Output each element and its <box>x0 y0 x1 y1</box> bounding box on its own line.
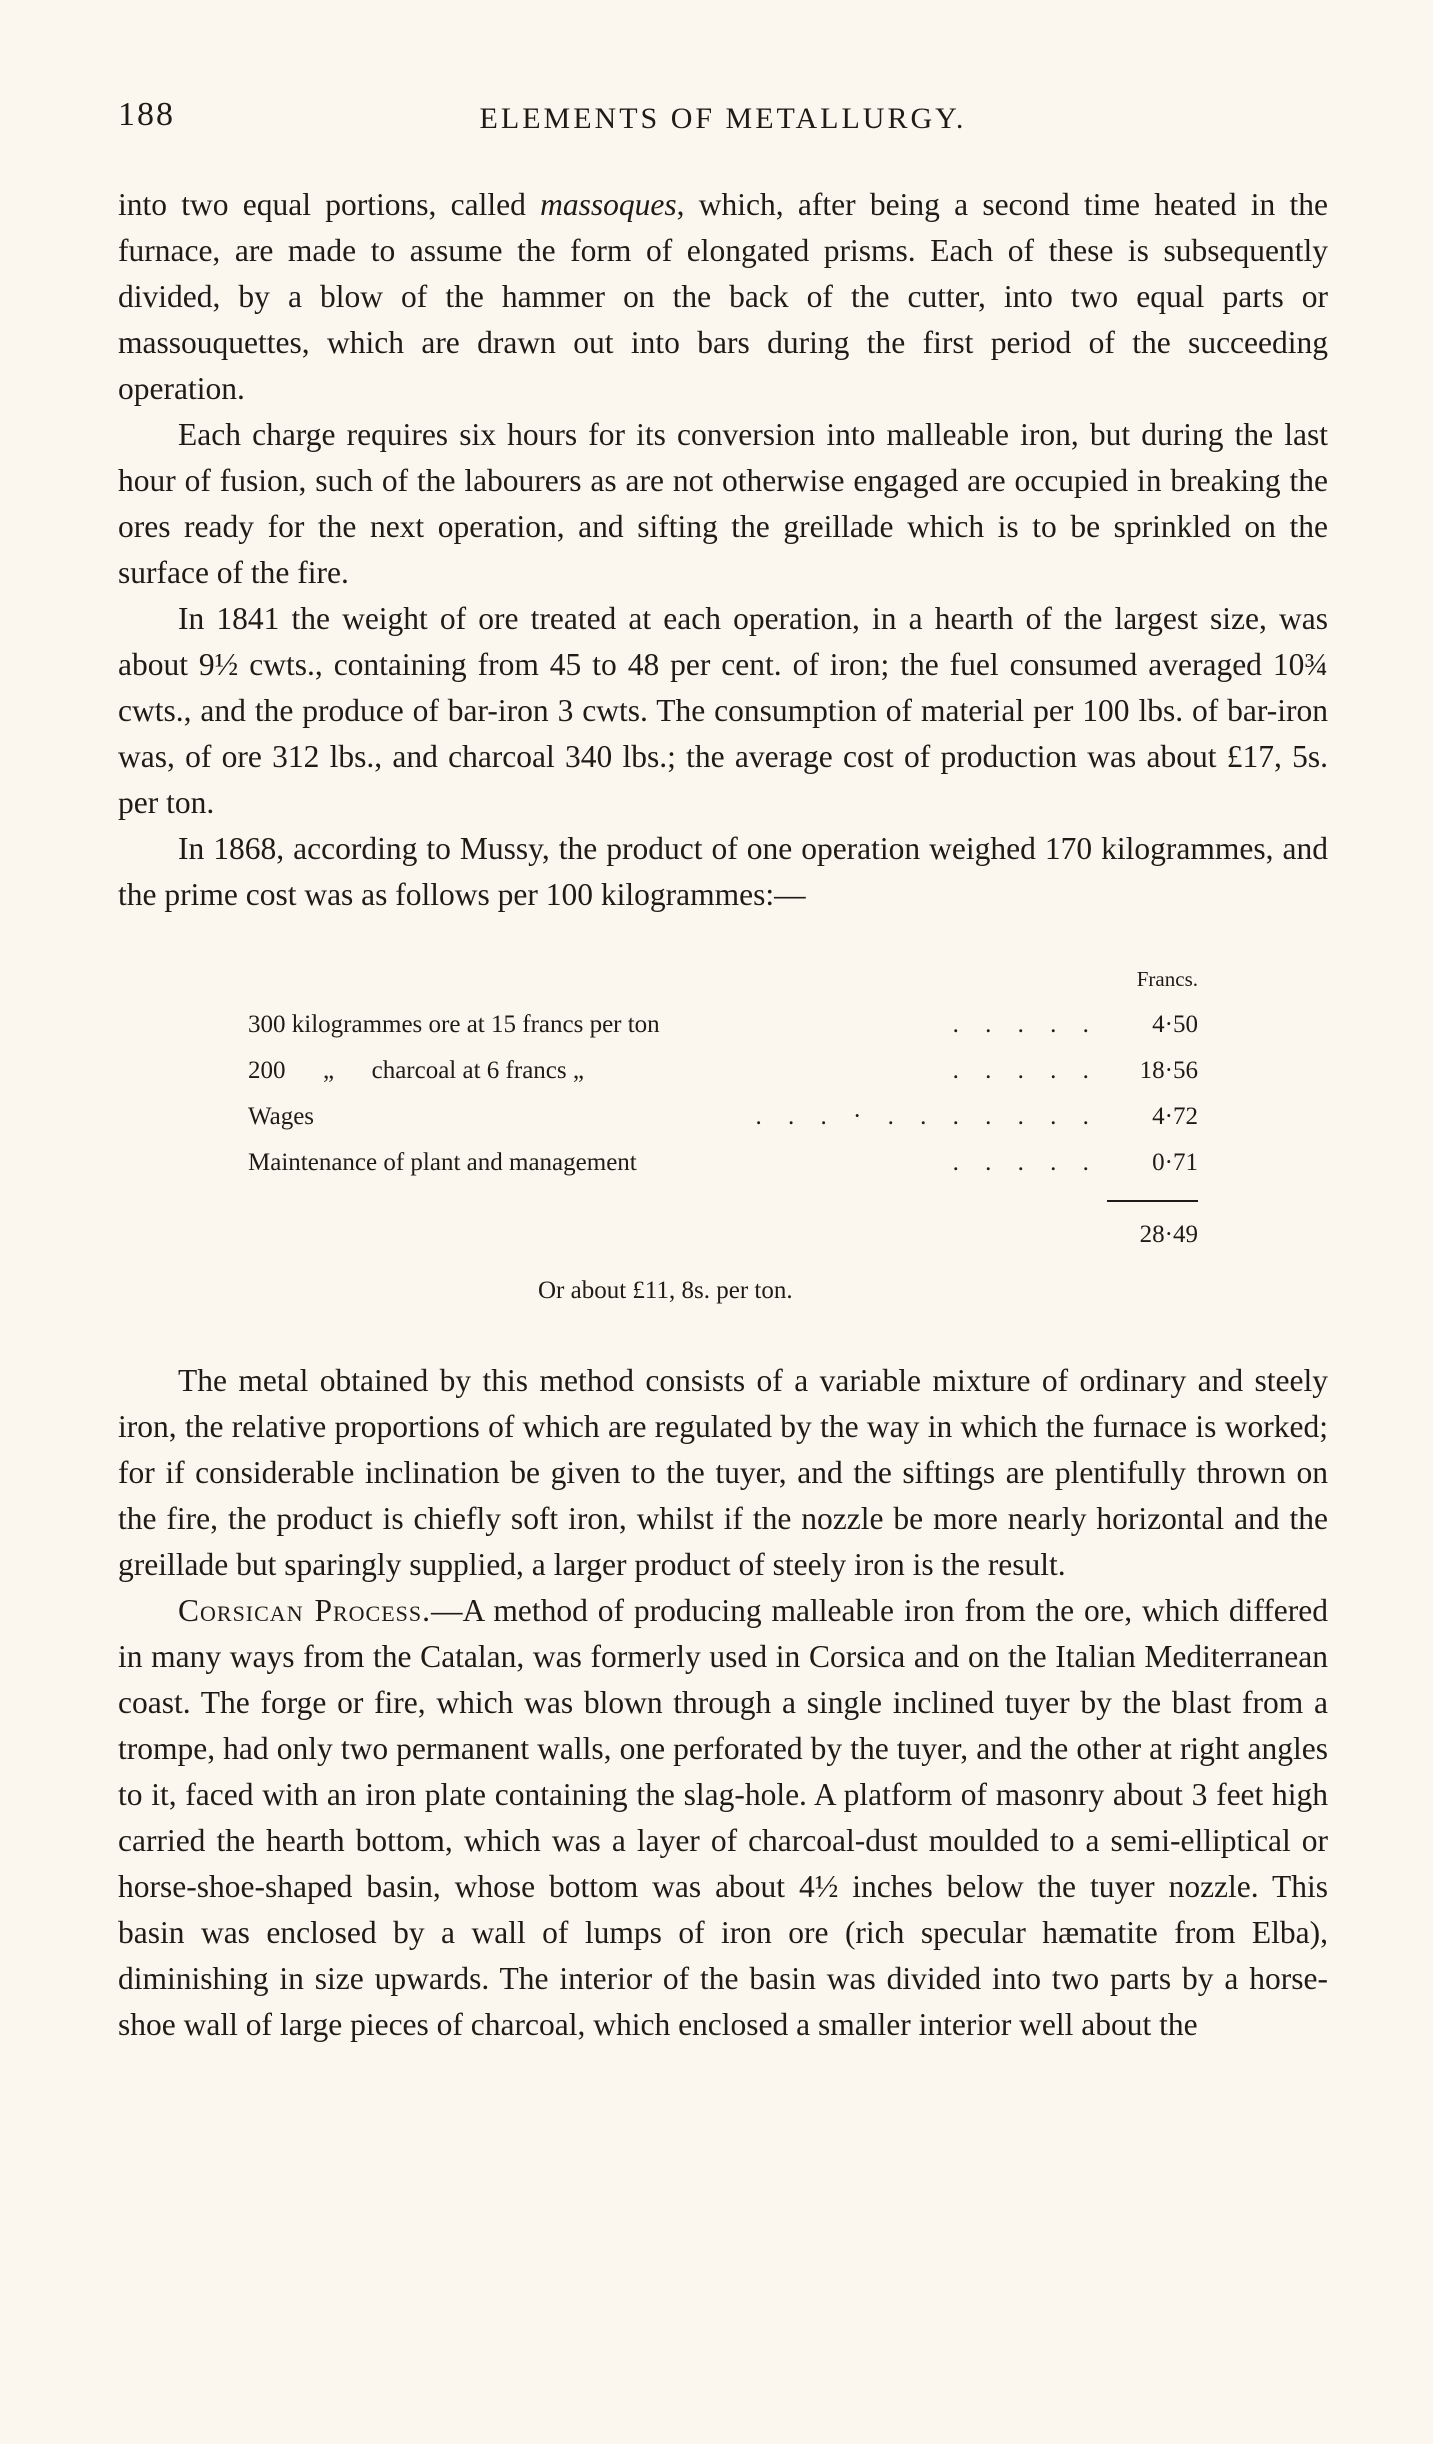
paragraph-text: , which, after being a second time heated in the furnace, are made to assume the form of elongated prisms. Each of these is subsequently divided, by a blow of the hammer on the back of the cutter, into two equal parts or massouquettes, which are drawn out into bars during the first period of the succeeding operation. <box>118 187 1329 406</box>
paragraph-text: massoques <box>540 187 677 222</box>
running-title: ELEMENTS OF METALLURGY. <box>479 102 967 135</box>
paragraph-text: —A method of producing malleable iron from the ore, which differed in many ways from the Catalan, was formerly used in Corsica and on the Italian Mediterranean coast. The forge or fire, which was blown through a single inclined tuyer by the blast from a trompe, had only two permanent walls, one perforated by the tuyer, and the other at right angles to it, faced with an iron plate containing the slag-hole. A platform of masonry about 3 feet high carried the hearth bottom, which was a layer of charcoal-dust moulded to a semi-elliptical or horse-shoe-shaped basin, whose bottom was about 4½ inches below the tuyer nozzle. This basin was enclosed by a wall of lumps of iron ore (rich specular hæmatite from Elba), diminishing in size upwards. The interior of the basin was divided into two parts by a horse-shoe wall of large pieces of charcoal, which enclosed a smaller interior well about the <box>118 1593 1328 2042</box>
dot-leader: . . . . . <box>952 1011 1099 1038</box>
cost-total-row <box>248 1201 1198 1258</box>
page-header <box>118 96 1328 156</box>
paragraph <box>118 182 1328 412</box>
body-text <box>118 182 1328 2048</box>
book-page <box>118 96 1328 2048</box>
paragraph-text: Corsican Process. <box>178 1593 432 1628</box>
cost-summary: Or about £11, 8s. per ton. <box>538 1277 793 1304</box>
paragraph <box>118 1358 1328 1588</box>
table-row <box>248 1048 1198 1094</box>
dot-leader: . . . . . <box>952 1057 1099 1084</box>
paragraph-text: into two equal portions, called <box>118 187 541 222</box>
table-row <box>248 1094 1198 1140</box>
table-row <box>248 1140 1198 1186</box>
dot-leader: . . . · . . . . . . . <box>755 1103 1099 1130</box>
unit-header: Francs. <box>1136 967 1198 991</box>
table-row <box>248 1002 1198 1048</box>
cost-item: Maintenance of plant and management <box>248 1149 637 1176</box>
paragraph <box>118 412 1328 596</box>
cost-value: 0·71 <box>1152 1149 1198 1176</box>
cost-item: 300 kilogrammes ore at 15 francs per ton <box>248 1011 660 1038</box>
cost-item: 200 „ charcoal at 6 francs „ <box>248 1057 584 1084</box>
paragraph-text: The metal obtained by this method consists of a variable mixture of ordinary and steely iron, the relative proportions of which are regulated by the way in which the furnace is worked; for if considerable inclination be given to the tuyer, and the siftings are plentifully thrown on the fire, the product is chiefly soft iron, whilst if the nozzle be more nearly horizontal and the greillade but sparingly supplied, a larger product of steely iron is the result. <box>118 1363 1328 1582</box>
cost-table-header-row <box>248 956 1198 1002</box>
paragraph <box>118 596 1328 826</box>
page-number: 188 <box>118 96 175 133</box>
cost-value: 4·72 <box>1152 1103 1198 1130</box>
cost-value: 4·50 <box>1152 1011 1198 1038</box>
cost-table <box>248 956 1198 1258</box>
paragraphs-before-table <box>118 182 1328 918</box>
cost-table-block <box>118 956 1328 1314</box>
cost-total: 28·49 <box>1107 1201 1198 1258</box>
cost-item: Wages <box>248 1103 315 1130</box>
paragraph-text: Each charge requires six hours for its conversion into malleable iron, but during the last hour of fusion, such of the labourers as are not otherwise engaged are occupied in breaking the ores ready for the next operation, and sifting the greillade which is to be sprinkled on the surface of the fire. <box>118 417 1328 590</box>
paragraph-text: In 1841 the weight of ore treated at each operation, in a hearth of the largest size, was about 9½ cwts., containing from 45 to 48 per cent. of iron; the fuel consumed averaged 10¾ cwts., and the produce of bar-iron 3 cwts. The consumption of material per 100 lbs. of bar-iron was, of ore 312 lbs., and charcoal 340 lbs.; the average cost of production was about £17, 5s. per ton. <box>118 601 1328 820</box>
cost-value: 18·56 <box>1139 1057 1198 1084</box>
paragraph <box>118 826 1328 918</box>
paragraphs-after-table <box>118 1358 1328 2048</box>
dot-leader: . . . . . <box>952 1149 1099 1176</box>
paragraph-text: In 1868, according to Mussy, the product of one operation weighed 170 kilogrammes, and the prime cost was as follows per 100 kilogrammes:— <box>118 831 1328 912</box>
paragraph <box>118 1588 1328 2048</box>
